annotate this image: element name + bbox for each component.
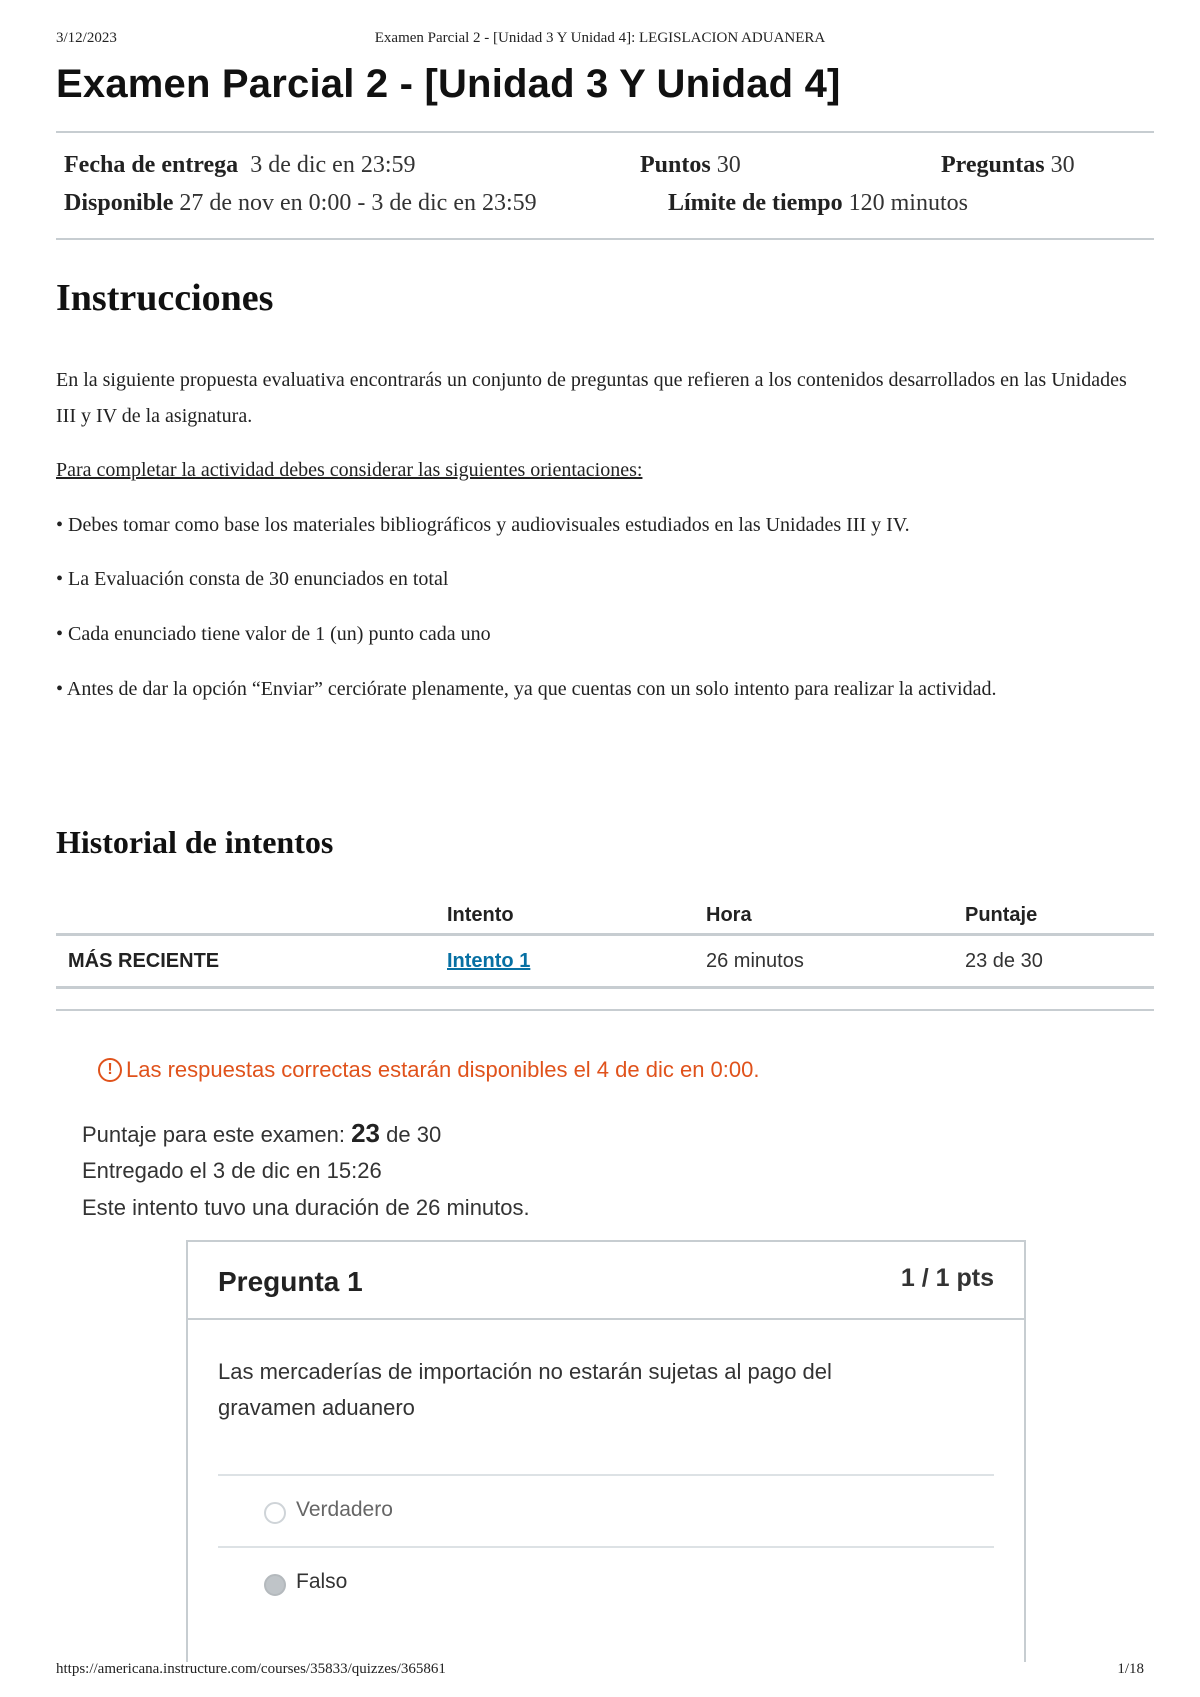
- attempt-cell: [435, 935, 694, 988]
- history-heading: Historial de intentos: [56, 824, 334, 860]
- column-header: [56, 885, 435, 935]
- time-cell: 26 minutos: [694, 935, 953, 988]
- points-info: [640, 152, 741, 179]
- available-label: Disponible: [64, 190, 174, 216]
- instructions-heading: Instrucciones: [56, 277, 274, 319]
- question-title: Pregunta 1: [218, 1266, 363, 1297]
- print-header: [56, 30, 1144, 50]
- quiz-score: [82, 1118, 441, 1149]
- instructions-intro: En la siguiente propuesta evaluativa encontrarás un conjunto de preguntas que refieren a los contenidos desarrollados en las Unidades III y IV de la asignatura.: [56, 369, 1127, 427]
- score-suffix: de 30: [386, 1122, 442, 1147]
- availability: [64, 190, 537, 217]
- orientations-title: Para completar la actividad debes considerar las siguientes orientaciones:: [56, 459, 643, 481]
- print-url: https://americana.instructure.com/courses/35833/quizzes/365861: [56, 1661, 446, 1677]
- radio-selected-icon: [264, 1574, 286, 1596]
- score-cell: 23 de 30: [953, 935, 1154, 988]
- attempt-duration: Este intento tuvo una duración de 26 minutos.: [82, 1195, 530, 1220]
- time-limit: [668, 190, 968, 217]
- answers-availability-notice: [98, 1057, 760, 1083]
- page-title: Examen Parcial 2 - [Unidad 3 Y Unidad 4]: [56, 62, 841, 106]
- due-label: Fecha de entrega: [64, 152, 239, 178]
- row-label: MÁS RECIENTE: [56, 935, 435, 988]
- time-limit-value: 120 minutos: [848, 190, 968, 216]
- table-header-row: [56, 885, 1154, 935]
- points-label: Puntos: [640, 152, 711, 178]
- questions-label: Preguntas: [941, 152, 1045, 178]
- print-footer: [56, 1661, 1144, 1681]
- instruction-bullet: • La Evaluación consta de 30 enunciados en total: [56, 568, 449, 590]
- questions-info: [941, 152, 1075, 179]
- due-date: [64, 152, 415, 179]
- answer-label: Verdadero: [296, 1498, 393, 1521]
- warning-circle-icon: !: [98, 1058, 122, 1082]
- score-value: 23: [351, 1118, 380, 1148]
- instruction-bullet: • Cada enunciado tiene valor de 1 (un) punto cada uno: [56, 623, 491, 645]
- answer-label: Falso: [296, 1570, 348, 1593]
- available-value: 27 de nov en 0:00 - 3 de dic en 23:59: [179, 190, 537, 216]
- due-value: 3 de dic en 23:59: [250, 152, 416, 178]
- divider: [56, 131, 1154, 133]
- divider: [56, 1009, 1154, 1011]
- print-doc-title: Examen Parcial 2 - [Unidad 3 Y Unidad 4]: LEGISLACION ADUANERA: [374, 30, 826, 46]
- attempt-history-table: [56, 885, 1154, 989]
- time-limit-label: Límite de tiempo: [668, 190, 843, 216]
- question-points: 1 / 1 pts: [900, 1264, 994, 1292]
- question-header: [188, 1242, 1024, 1320]
- print-date: 3/12/2023: [56, 30, 117, 46]
- instruction-bullet: • Antes de dar la opción “Enviar” cerciórate plenamente, ya que cuentas con un solo intento para realizar la actividad.: [56, 678, 997, 700]
- column-header-time: Hora: [694, 885, 953, 935]
- submitted-at: Entregado el 3 de dic en 15:26: [82, 1158, 382, 1183]
- points-value: 30: [716, 152, 741, 178]
- attempt-link[interactable]: Intento 1: [447, 949, 531, 972]
- column-header-attempt: Intento: [435, 885, 694, 935]
- radio-icon: [264, 1502, 286, 1524]
- divider: [56, 238, 1154, 240]
- instruction-bullet: • Debes tomar como base los materiales bibliográficos y audiovisuales estudiados en las Unidades III y IV.: [56, 514, 910, 536]
- questions-value: 30: [1050, 152, 1075, 178]
- page-number: 1/18: [1117, 1661, 1144, 1677]
- notice-text: Las respuestas correctas estarán disponibles el 4 de dic en 0:00.: [126, 1057, 760, 1082]
- score-prefix: Puntaje para este examen:: [82, 1122, 345, 1147]
- question-card: [186, 1240, 1026, 1662]
- column-header-score: Puntaje: [953, 885, 1154, 935]
- answer-option[interactable]: [218, 1546, 994, 1618]
- answer-option[interactable]: [218, 1474, 994, 1546]
- table-row: [56, 935, 1154, 988]
- question-text: Las mercaderías de importación no estarán sujetas al pago del gravamen aduanero: [218, 1359, 832, 1420]
